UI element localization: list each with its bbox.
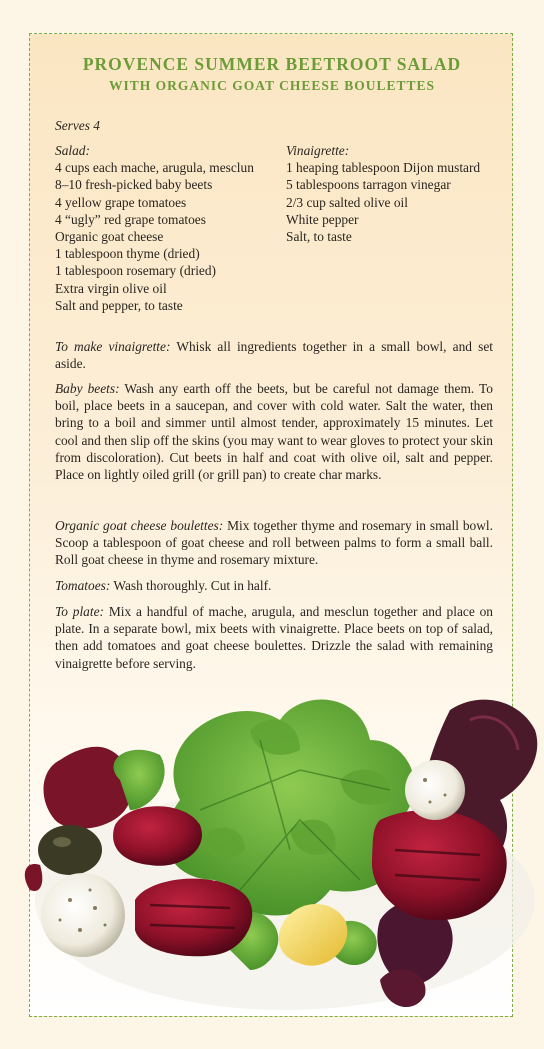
ingredient-item: 4 cups each mache, arugula, mesclun — [55, 160, 254, 176]
step-label: Baby beets: — [55, 381, 120, 396]
ingredient-item: 5 tablespoons tarragon vinegar — [286, 177, 451, 193]
servings-label: Serves 4 — [55, 118, 100, 133]
step-text: Mix a handful of mache, arugula, and mesclun together and place on plate. In a separate bowl, mix beets with vinaigrette. Place beets on top of salad, then add tomatoes and goat cheese boulettes. Drizzle the salad with remaining vinaigrette before serving. — [55, 604, 494, 671]
step-text: Whisk all ingredients together in a small bowl, and set aside. — [55, 339, 493, 372]
step-tomatoes — [55, 577, 493, 594]
ingredient-item: 4 yellow grape tomatoes — [55, 194, 187, 210]
ingredient-item: 2/3 cup salted olive oil — [286, 194, 408, 210]
ingredient-item: 1 tablespoon thyme (dried) — [55, 246, 200, 262]
salad-heading: Salad: — [55, 143, 90, 158]
ingredient-item: Salt and pepper, to taste — [55, 297, 183, 313]
ingredient-item: 1 heaping tablespoon Dijon mustard — [286, 160, 481, 176]
ingredient-item: White pepper — [286, 211, 359, 227]
recipe-subtitle: WITH ORGANIC GOAT CHEESE BOULETTES — [108, 78, 436, 93]
step-vinaigrette — [55, 338, 493, 372]
step-goat-cheese — [55, 517, 493, 569]
ingredient-item: 1 tablespoon rosemary (dried) — [55, 263, 217, 279]
recipe-title: PROVENCE SUMMER BEETROOT SALAD — [82, 54, 462, 74]
ingredient-item: 8–10 fresh-picked baby beets — [55, 177, 213, 193]
step-label: To plate: — [55, 604, 104, 619]
ingredient-item: Extra virgin olive oil — [55, 280, 167, 296]
ingredient-item: Salt, to taste — [286, 229, 352, 245]
step-text: Wash thoroughly. Cut in half. — [110, 578, 272, 593]
ingredient-item: 4 “ugly” red grape tomatoes — [55, 211, 206, 227]
salad-ingredients — [55, 142, 254, 314]
salad-photo — [0, 650, 544, 1049]
step-text: Mix together thyme and rosemary in small bowl. Scoop a tablespoon of goat cheese and roll between palms to form a small ball. Roll goat cheese in thyme and rosemary mixture. — [55, 518, 493, 568]
step-text: Wash any earth off the beets, but be careful not damage them. To boil, place beets in a saucepan, and cover with cold water. Salt the water, then bring to a boil and simmer until almost tender, approximately 15 minutes. Let cool and then slip off the skins (you may want to wear gloves to protect your skin from discoloration). Cut beets in half and coat with olive oil, salt and pepper. Place on lightly oiled grill (or grill pan) to create char marks. — [55, 381, 493, 483]
step-label: Organic goat cheese boulettes: — [55, 518, 224, 533]
vinaigrette-heading: Vinaigrette: — [286, 143, 350, 158]
step-label: To make vinaigrette: — [55, 339, 171, 354]
ingredient-item: Organic goat cheese — [55, 229, 164, 245]
step-label: Tomatoes: — [55, 578, 111, 593]
vinaigrette-ingredients — [286, 142, 480, 245]
step-baby-beets — [55, 380, 493, 483]
